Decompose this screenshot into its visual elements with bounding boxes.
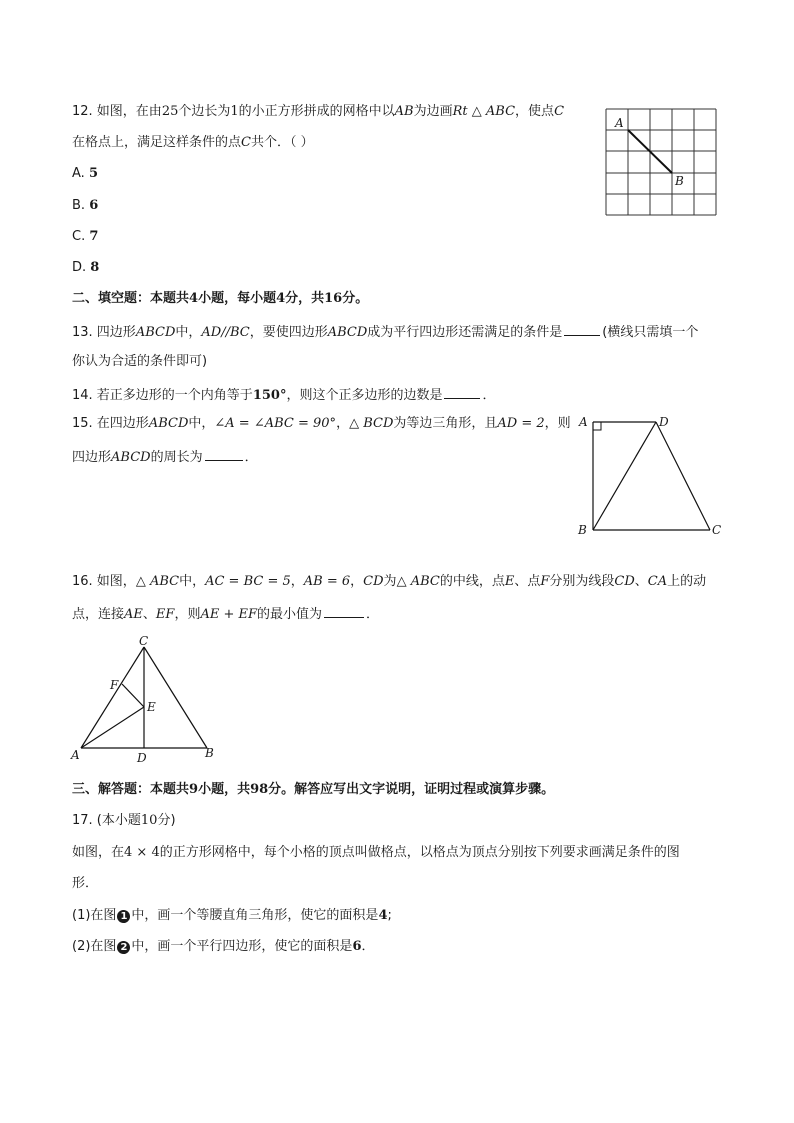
right-angle-mark [593,422,601,430]
q14-line: 14. 若正多边形的一个内角等于150°，则这个正多边形的边数是 ． [72,384,495,406]
answer-blank[interactable] [324,603,364,618]
circled-number-1: 1 [117,910,130,923]
q17-sub2: (2)在图 2 中，画一个平行四边形，使它的面积是6． [72,939,375,954]
q12-line2: 在格点上，满足这样条件的点C共个．（ ） [72,135,314,150]
segment-ae [81,707,144,748]
label-b: B [205,746,214,760]
q17-line2: 形． [72,876,99,891]
answer-blank[interactable] [564,321,600,336]
label-e: E [147,700,156,714]
q16-line1: 16. 如图，△ ABC中，AC = BC = 5，AB = 6，CD为△ ABC的中线，点E、点F分别为线段CD、CA上的动 [72,574,707,589]
q12-line1: 12. 如图，在由25个边长为1的小正方形拼成的网格中以AB为边画Rt △ ABC，使点C [72,104,565,119]
q12-option-c: C. 7 [72,229,99,244]
label-b: B [675,174,684,188]
q17-sub1: (1)在图 1 中，画一个等腰直角三角形，使它的面积是4; [72,908,392,923]
diagonal-bd [593,422,656,530]
side-bc [144,647,207,748]
q16-triangle-figure [66,630,226,766]
label-c: C [712,523,722,537]
label-c: C [139,634,149,648]
q12-option-a: A. 5 [72,166,98,181]
q13-line2: 你认为合适的条件即可) [72,354,208,369]
side-dc [656,422,710,530]
label-d: D [137,751,147,765]
q12-option-b: B. 6 [72,198,99,213]
label-a: A [71,748,80,762]
label-a: A [615,116,624,130]
label-f: F [110,678,119,692]
section3-heading: 三、解答题：本题共9小题，共98分。解答应写出文字说明，证明过程或演算步骤。 [72,782,555,797]
q13-line1: 13. 四边形ABCD中，AD//BC，要使四边形ABCD成为平行四边形还需满足的条件是 (横线只需填一个 [72,321,698,343]
label-d: D [659,415,669,429]
answer-blank[interactable] [444,384,480,399]
q15-line2: 四边形ABCD的周长为 ． [72,446,258,468]
label-b: B [578,523,587,537]
q12-option-d: D. 8 [72,260,100,275]
q16-line2: 点，连接AE、EF，则AE + EF的最小值为 ． [72,603,379,625]
q15-line1: 15. 在四边形ABCD中，∠A = ∠ABC = 90°，△ BCD为等边三角形，且AD = 2，则 [72,416,571,431]
circled-number-2: 2 [117,941,130,954]
answer-blank[interactable] [205,446,243,461]
segment-ef [122,684,144,707]
q17-line1: 如图，在4 × 4的正方形网格中，每个小格的顶点叫做格点，以格点为顶点分别按下列要求画满足条件的图 [72,845,680,860]
q17-heading: 17. (本小题10分) [72,813,176,828]
q15-quadrilateral-figure [570,408,730,542]
section2-heading: 二、填空题：本题共4小题，每小题4分，共16分。 [72,291,369,306]
q12-grid-figure [600,104,724,220]
label-a: A [579,415,588,429]
